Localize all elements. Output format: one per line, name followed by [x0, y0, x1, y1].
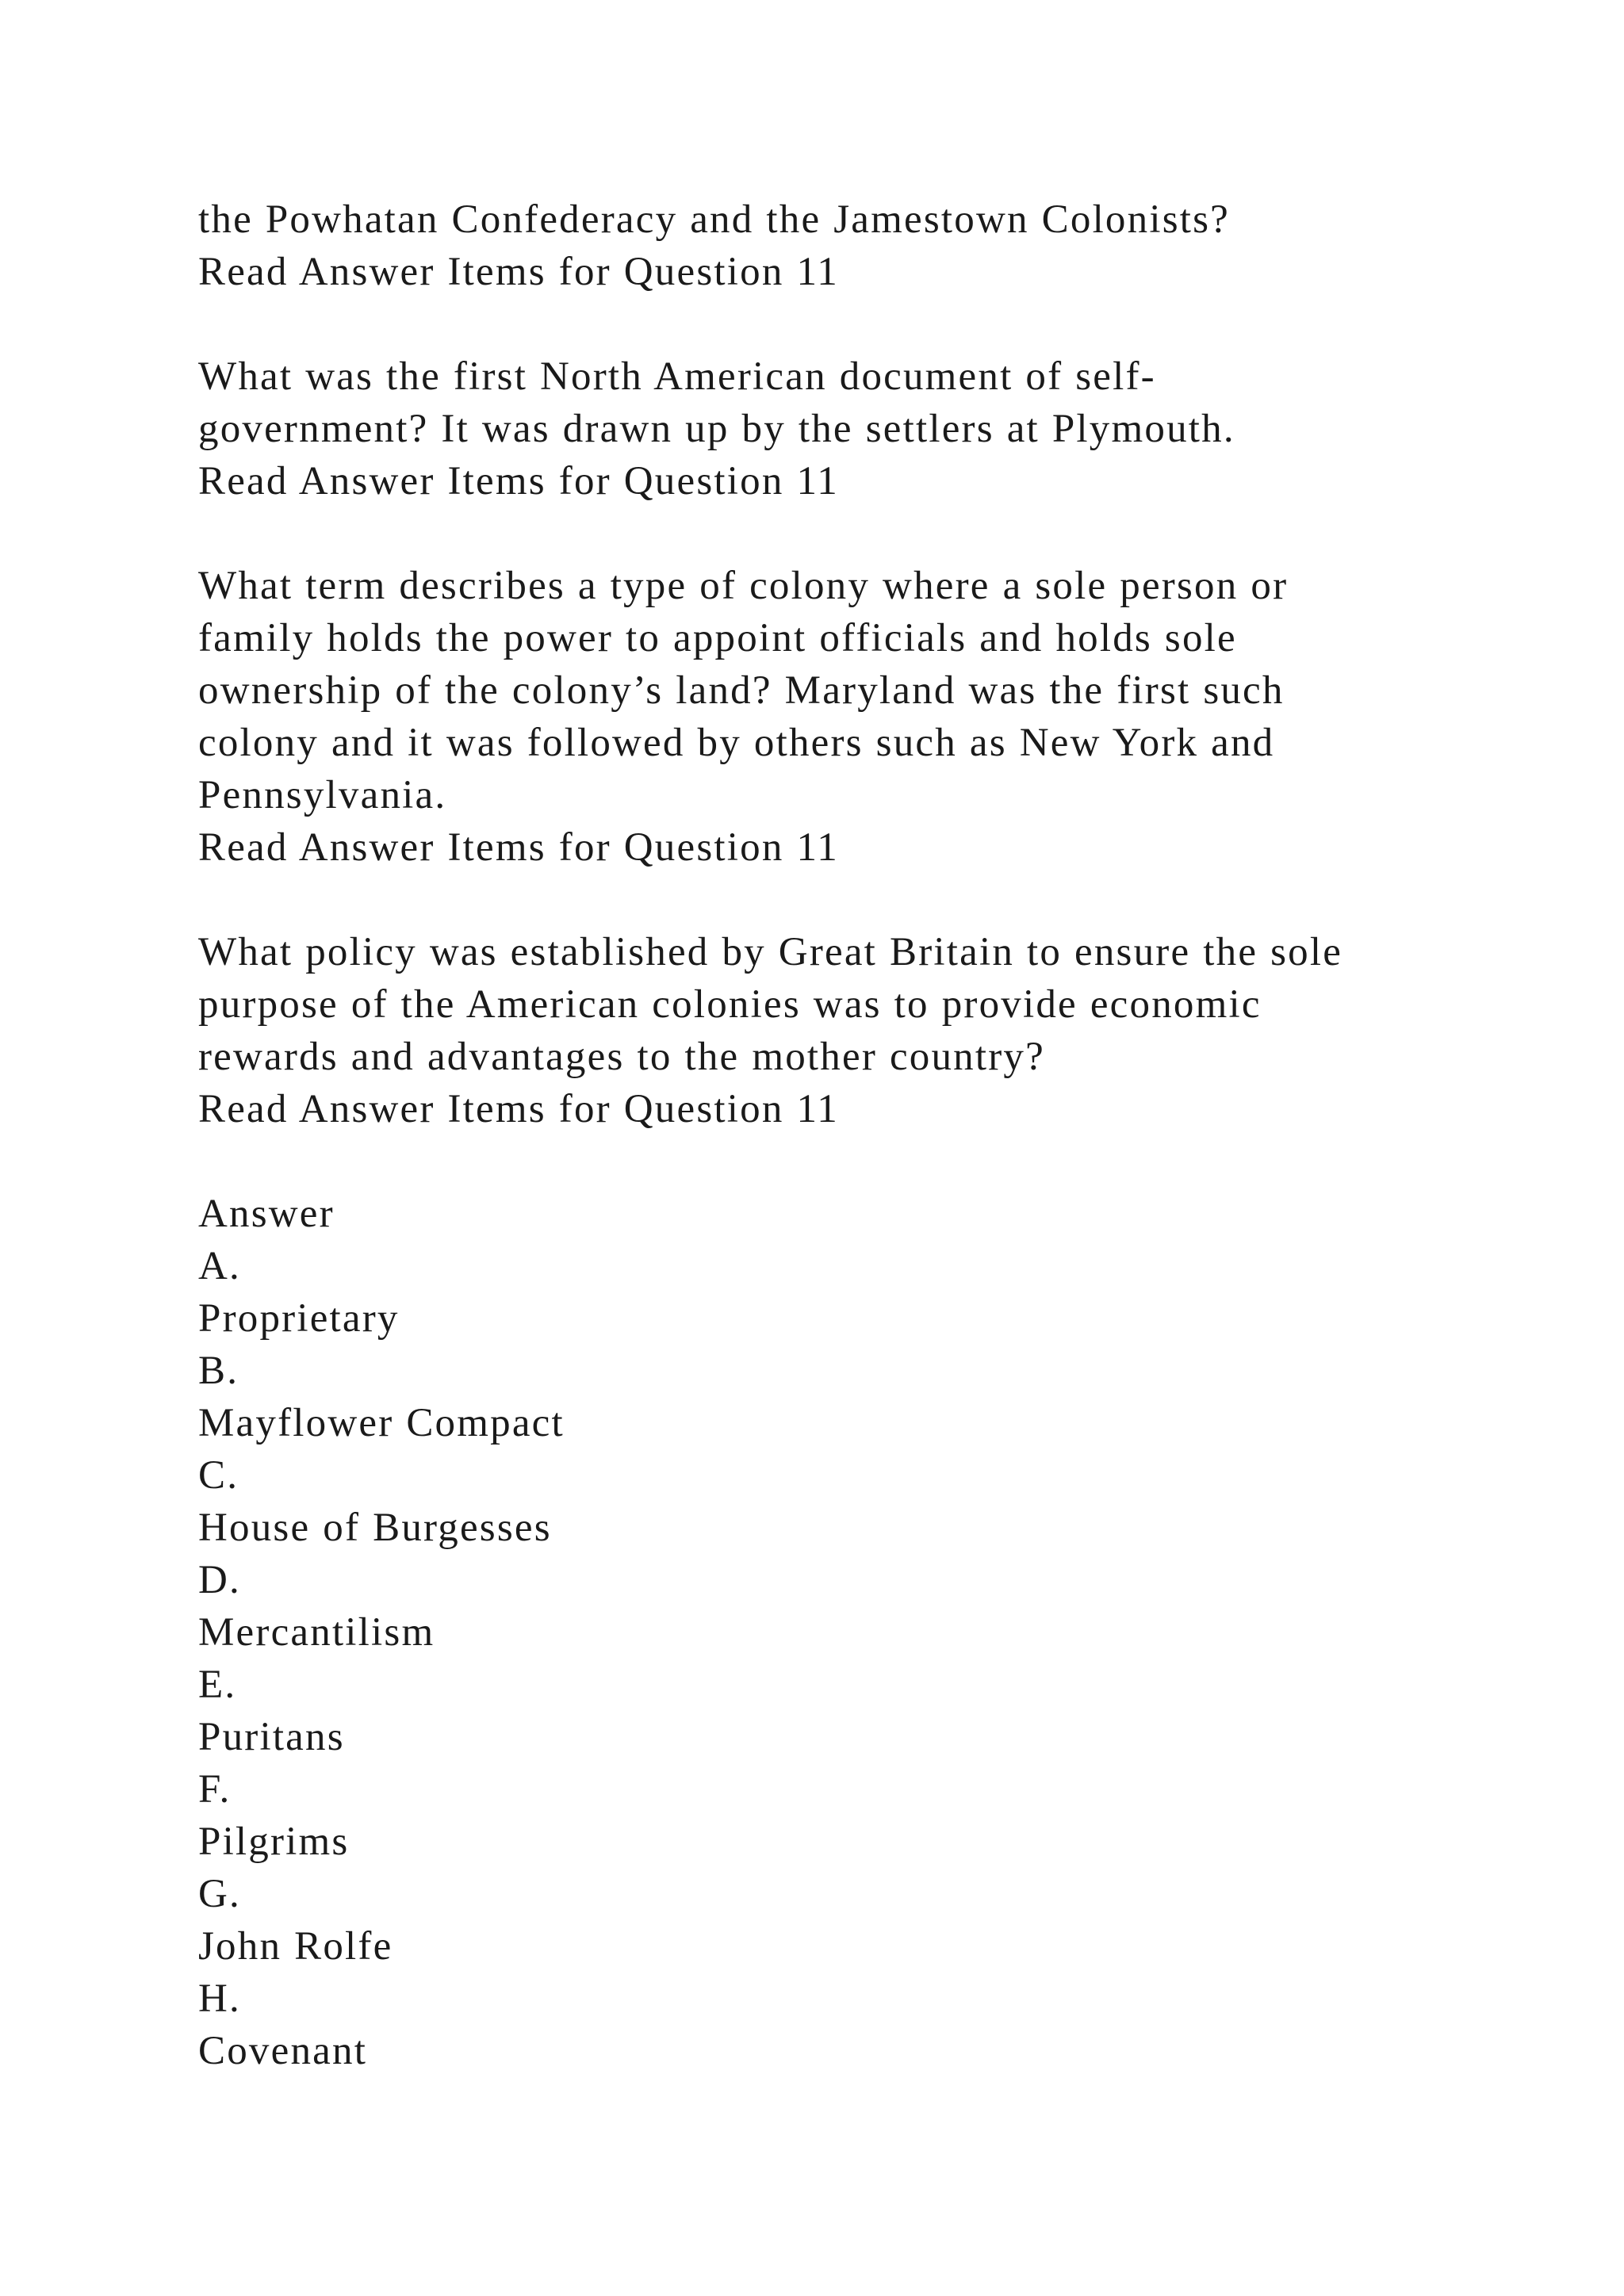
question-block-self-government [198, 350, 1546, 507]
answer-option-letter-a: A. [198, 1244, 241, 1288]
question-text-line: What term describes a type of colony where a sole person or [198, 564, 1289, 608]
read-answer-items-link: Read Answer Items for Question 11 [198, 1087, 839, 1131]
answer-option-text-g: John Rolfe [198, 1924, 393, 1969]
answer-option-letter-b: B. [198, 1349, 239, 1393]
read-answer-items-link: Read Answer Items for Question 11 [198, 250, 839, 294]
question-text-line: purpose of the American colonies was to provide economic [198, 982, 1262, 1027]
answer-heading: Answer [198, 1192, 335, 1236]
question-text-line: What was the first North American document of self- [198, 354, 1156, 399]
question-block-powhatan [198, 193, 1546, 298]
answer-option-text-c: House of Burgesses [198, 1506, 552, 1550]
answer-list [198, 1188, 1546, 2077]
question-text-line: Pennsylvania. [198, 773, 447, 817]
read-answer-items-link: Read Answer Items for Question 11 [198, 459, 839, 503]
answer-option-letter-g: G. [198, 1872, 241, 1916]
question-text-line: family holds the power to appoint officials and holds sole [198, 616, 1237, 660]
question-text-line: the Powhatan Confederacy and the Jamestown Colonists? [198, 197, 1231, 242]
question-text-line: government? It was drawn up by the settlers at Plymouth. [198, 407, 1235, 451]
answer-option-letter-e: E. [198, 1663, 237, 1707]
answer-option-text-e: Puritans [198, 1715, 345, 1759]
answer-option-letter-c: C. [198, 1453, 239, 1498]
answer-option-letter-f: F. [198, 1767, 232, 1812]
document-page [198, 193, 1546, 2077]
question-text-line: rewards and advantages to the mother country? [198, 1035, 1045, 1079]
question-text-line: What policy was established by Great Britain to ensure the sole [198, 930, 1343, 974]
question-block-colony-type [198, 560, 1546, 874]
question-text-line: ownership of the colony’s land? Maryland was the first such [198, 668, 1285, 713]
answer-option-text-d: Mercantilism [198, 1610, 435, 1655]
answer-option-text-a: Proprietary [198, 1296, 400, 1341]
answer-option-letter-d: D. [198, 1558, 241, 1602]
answer-option-text-b: Mayflower Compact [198, 1401, 565, 1445]
answer-option-text-h: Covenant [198, 2029, 368, 2073]
read-answer-items-link: Read Answer Items for Question 11 [198, 825, 839, 870]
answer-option-text-f: Pilgrims [198, 1820, 350, 1864]
question-block-policy [198, 926, 1546, 1135]
answer-option-letter-h: H. [198, 1976, 241, 2021]
question-text-line: colony and it was followed by others such as New York and [198, 721, 1275, 765]
